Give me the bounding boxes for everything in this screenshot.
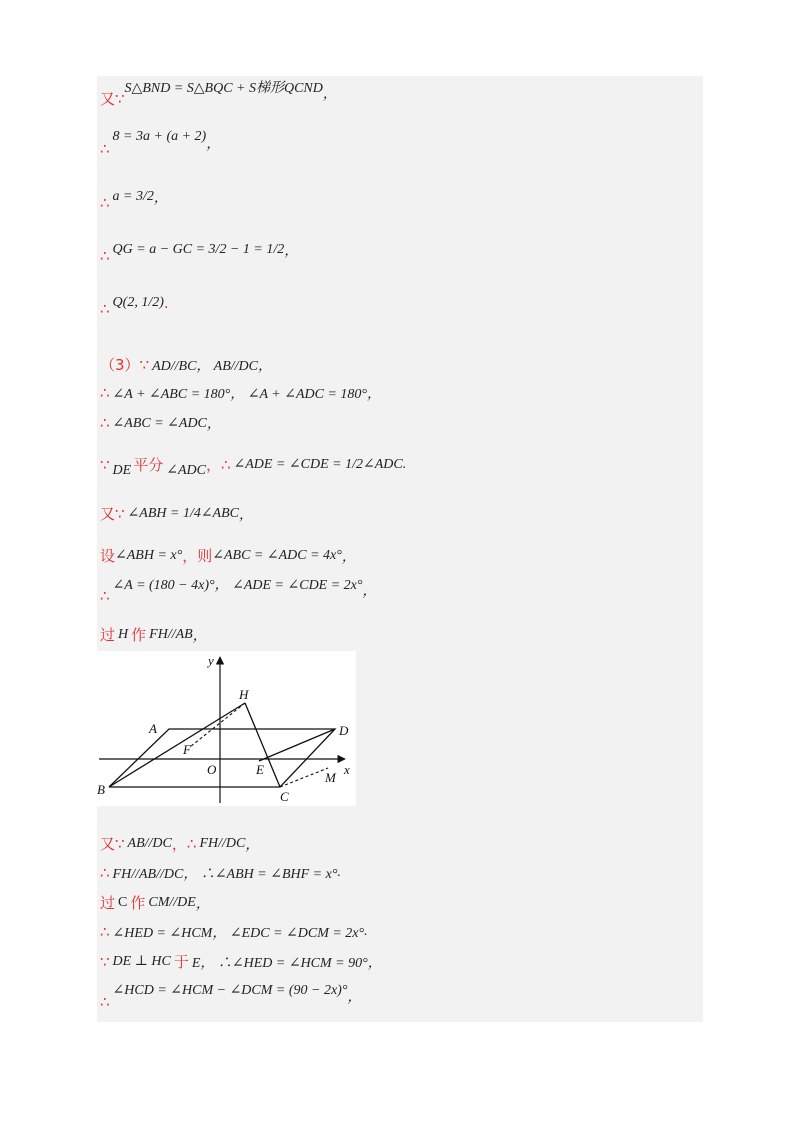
line-math-2: CM//DE <box>148 894 196 910</box>
line-mid: ，∴ <box>171 835 197 853</box>
line-prefix: ∴ <box>100 993 110 1011</box>
solution-line-19 <box>100 982 362 1011</box>
line-suffix: ， <box>206 417 221 432</box>
line-math-2: FH//AB <box>149 626 193 642</box>
line-math: AD//BC， AB//DC <box>152 358 259 374</box>
line-prefix: 过 <box>100 626 116 644</box>
label-c: C <box>280 789 289 804</box>
line-suffix: . <box>163 294 169 312</box>
line-math: DE ⊥ HC <box>112 954 171 969</box>
line-math: ∠A = (180 − 4x)°， ∠ADE = ∠CDE = 2x° <box>112 578 363 593</box>
line-prefix: ∴ <box>100 864 110 882</box>
line-mid: ，则 <box>182 547 213 565</box>
line-math: 8 = 3a + (a + 2) <box>112 129 207 144</box>
line-math: a = 3/2 <box>112 189 154 204</box>
line-mid: 作 <box>130 894 146 912</box>
label-h: H <box>239 687 249 702</box>
solution-line-10 <box>100 503 253 524</box>
solution-line-12 <box>100 578 377 605</box>
line-suffix: ， <box>153 191 168 206</box>
line-prefix: ∴ <box>100 414 110 432</box>
label-m: M <box>325 770 336 785</box>
label-y: y <box>208 653 214 668</box>
label-d: D <box>339 723 349 738</box>
line-math: AB//DC <box>127 835 172 851</box>
line-math: ∠A + ∠ABC = 180°， ∠A + ∠ADC = 180° <box>112 387 367 402</box>
line-prefix: ∴ <box>100 300 110 318</box>
line-prefix: 又∵ <box>100 90 125 108</box>
line-suffix: ， <box>322 86 337 102</box>
line-suffix: ， <box>239 507 253 523</box>
line-suffix: ， <box>195 896 210 912</box>
line-math: C <box>118 894 128 910</box>
line-prefix: ∵ <box>100 952 110 971</box>
line-math: ∠ABH = 1/4∠ABC <box>127 506 239 521</box>
solution-line-7 <box>100 383 381 403</box>
solution-line-15 <box>100 863 341 883</box>
line-prefix: ∵ <box>100 455 110 474</box>
solution-line-8 <box>100 413 221 433</box>
line-math: ∠ABH = x° <box>115 548 183 563</box>
solution-line-1 <box>100 80 337 108</box>
line-prefix: ∴ <box>100 194 110 212</box>
segment-bh <box>109 703 245 787</box>
line-suffix: ， <box>284 244 299 259</box>
solution-line-13 <box>100 624 207 645</box>
line-prefix: ∴ <box>100 140 110 158</box>
label-f: F <box>183 742 191 757</box>
line-suffix: ， <box>367 387 381 402</box>
label-o: O <box>207 762 217 777</box>
line-math: S△BND = S△BQC + S梯形QCND <box>124 80 323 96</box>
line-math: QG = a − GC = 3/2 − 1 = 1/2 <box>112 242 285 257</box>
line-suffix: . <box>364 924 368 939</box>
line-suffix: ， <box>347 990 362 1005</box>
line-math: ∠HCD = ∠HCM − ∠DCM = (90 − 2x)° <box>112 982 348 998</box>
dashed-fh <box>190 703 245 747</box>
solution-line-18 <box>100 951 382 972</box>
line-mid: 平分 <box>133 456 164 474</box>
line-math-2: ∠ABC = ∠ADC = 4x° <box>212 548 342 563</box>
line-prefix: ∴ <box>100 923 110 941</box>
solution-line-11 <box>100 545 356 566</box>
line-suffix: ， <box>206 137 221 152</box>
line-math-3: ∠ADE = ∠CDE = 1/2∠ADC <box>233 457 403 472</box>
line-suffix: ， <box>362 584 377 599</box>
line-prefix: 过 <box>100 894 116 912</box>
solution-line-9 <box>100 454 407 478</box>
label-x: x <box>344 762 350 777</box>
segment-de <box>259 729 335 761</box>
line-suffix: . <box>402 456 407 472</box>
line-prefix: 设 <box>100 547 116 565</box>
line-suffix: ， <box>245 837 260 853</box>
line-suffix-2: ，∴ <box>205 456 231 474</box>
line-prefix: 又∵ <box>100 835 125 853</box>
label-e: E <box>256 762 264 777</box>
line-math: ∠ABC = ∠ADC <box>112 415 207 431</box>
line-suffix: ， <box>341 549 356 565</box>
line-mid: 于 <box>173 953 189 971</box>
line-prefix: ∴ <box>100 587 110 605</box>
line-math: DE <box>112 462 132 478</box>
solution-line-3 <box>100 187 168 212</box>
solution-line-16 <box>100 892 210 913</box>
solution-line-2 <box>100 129 221 158</box>
line-prefix: ∴ <box>100 247 110 265</box>
solution-line-5 <box>100 294 169 318</box>
line-math-2: ∠ADC <box>166 463 206 478</box>
line-suffix: ， <box>367 955 382 971</box>
line-math: Q(2, 1/2) <box>112 295 164 310</box>
line-prefix: ∴ <box>100 384 110 402</box>
solution-line-4 <box>100 240 299 265</box>
line-suffix: . <box>337 865 341 880</box>
line-prefix: 又∵ <box>100 505 125 523</box>
line-prefix: （3）∵ <box>100 356 150 374</box>
solution-line-6 <box>100 354 272 375</box>
label-a: A <box>149 721 157 736</box>
line-math: FH//AB//DC， ∴∠ABH = ∠BHF = x° <box>112 867 338 882</box>
solution-line-17 <box>100 922 368 942</box>
label-b: B <box>97 782 105 797</box>
geometry-figure <box>97 651 356 806</box>
line-math-2: E， ∴∠HED = ∠HCM = 90° <box>191 955 368 971</box>
line-math-2: FH//DC <box>199 835 246 851</box>
dashed-cm <box>280 768 328 787</box>
line-math: ∠HED = ∠HCM， ∠EDC = ∠DCM = 2x° <box>112 926 365 941</box>
line-math: H <box>118 626 129 642</box>
solution-line-14 <box>100 833 259 854</box>
line-suffix: ， <box>258 358 273 374</box>
line-suffix: ， <box>192 628 207 644</box>
line-mid: 作 <box>131 626 147 644</box>
